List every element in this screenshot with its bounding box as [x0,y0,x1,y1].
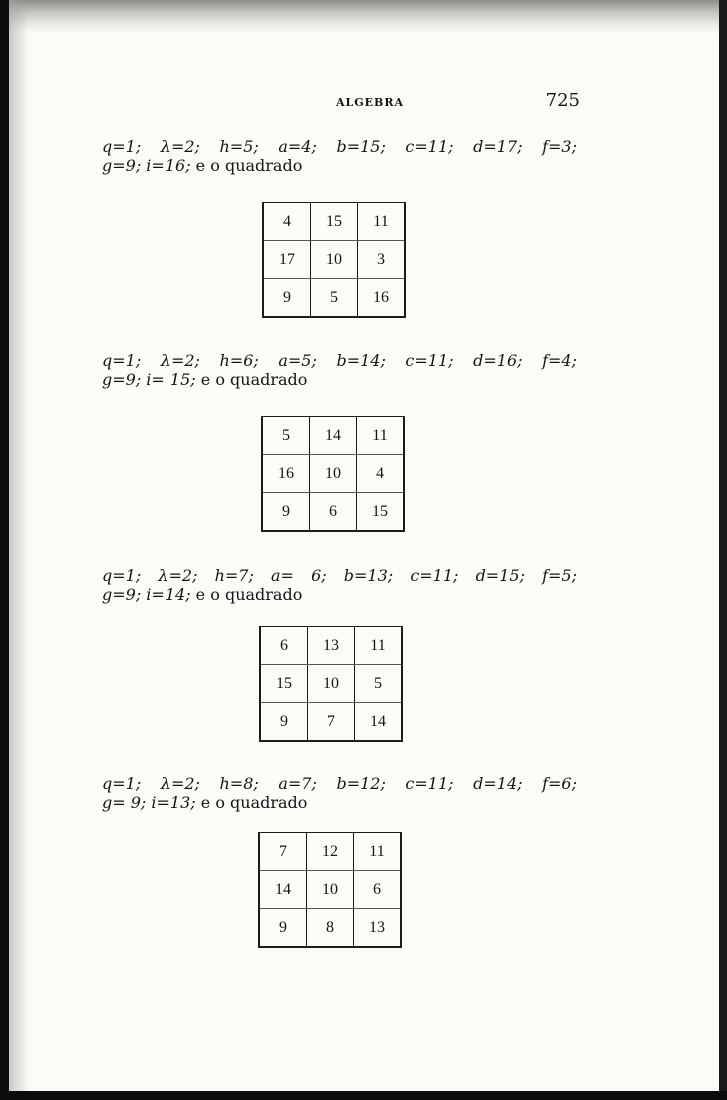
formula-block-2 [102,351,577,389]
square-cell: 14 [259,871,307,909]
square-row [259,871,401,909]
formula-vars: g=9; i=16; [102,156,191,175]
square-row [262,417,404,455]
square-cell: 3 [358,241,406,279]
running-header: ALGEBRA [335,96,405,109]
formula-line-1: q=1; λ=2; h=5; a=4; b=15; c=11; d=17; f=3; [102,137,577,156]
formula-block-4 [102,774,577,812]
square-row [262,493,404,532]
formula-block-3 [102,566,577,604]
scan-edge-left [0,0,9,1100]
square-cell: 11 [354,833,402,871]
square-cell: 5 [262,417,310,455]
formula-line-2 [102,793,577,812]
square-cell: 14 [310,417,357,455]
formula-vars: g=9; i=14; [102,585,191,604]
formula-text: e o quadrado [200,793,308,812]
square-cell: 17 [263,241,311,279]
square-row [259,833,401,871]
scan-edge-bottom [0,1091,727,1100]
formula-line-2 [102,156,577,175]
formula-vars: g=9; i= 15; [102,370,196,389]
square-cell: 14 [355,703,403,742]
square-cell: 15 [260,665,308,703]
square-cell: 10 [308,665,355,703]
square-row [260,665,402,703]
square-cell: 15 [357,493,405,532]
square-cell: 13 [308,627,355,665]
magic-square-1 [262,202,406,318]
square-cell: 8 [307,909,354,948]
square-row [260,703,402,742]
scan-shadow-left [9,0,29,1100]
magic-square-3 [259,626,403,742]
square-cell: 6 [260,627,308,665]
square-row [259,909,401,948]
formula-vars: g= 9; i=13; [102,793,196,812]
formula-line-1: q=1; λ=2; h=7; a= 6; b=13; c=11; d=15; f=5; [102,566,577,585]
page-number: 725 [545,90,580,111]
square-cell: 7 [259,833,307,871]
square-cell: 9 [262,493,310,532]
square-cell: 11 [357,417,405,455]
formula-text: e o quadrado [195,585,303,604]
scan-edge-right [719,0,727,1100]
square-row [262,455,404,493]
square-row [260,627,402,665]
square-cell: 4 [357,455,405,493]
square-row [263,203,405,241]
square-cell: 12 [307,833,354,871]
square-cell: 6 [310,493,357,532]
square-cell: 10 [307,871,354,909]
formula-block-1 [102,137,577,175]
square-cell: 10 [311,241,358,279]
square-cell: 11 [355,627,403,665]
formula-text: e o quadrado [200,370,308,389]
magic-square-4 [258,832,402,948]
square-cell: 6 [354,871,402,909]
formula-line-2 [102,585,577,604]
square-cell: 5 [355,665,403,703]
formula-text: e o quadrado [195,156,303,175]
square-cell: 5 [311,279,358,318]
formula-line-1: q=1; λ=2; h=8; a=7; b=12; c=11; d=14; f=6; [102,774,577,793]
magic-square-2 [261,416,405,532]
square-cell: 9 [259,909,307,948]
square-cell: 16 [358,279,406,318]
square-cell: 10 [310,455,357,493]
square-cell: 9 [263,279,311,318]
formula-line-1: q=1; λ=2; h=6; a=5; b=14; c=11; d=16; f=4; [102,351,577,370]
square-cell: 16 [262,455,310,493]
square-cell: 4 [263,203,311,241]
square-row [263,279,405,318]
square-cell: 9 [260,703,308,742]
square-cell: 13 [354,909,402,948]
formula-line-2 [102,370,577,389]
square-row [263,241,405,279]
square-cell: 15 [311,203,358,241]
square-cell: 7 [308,703,355,742]
scan-edge-top [0,0,727,34]
square-cell: 11 [358,203,406,241]
